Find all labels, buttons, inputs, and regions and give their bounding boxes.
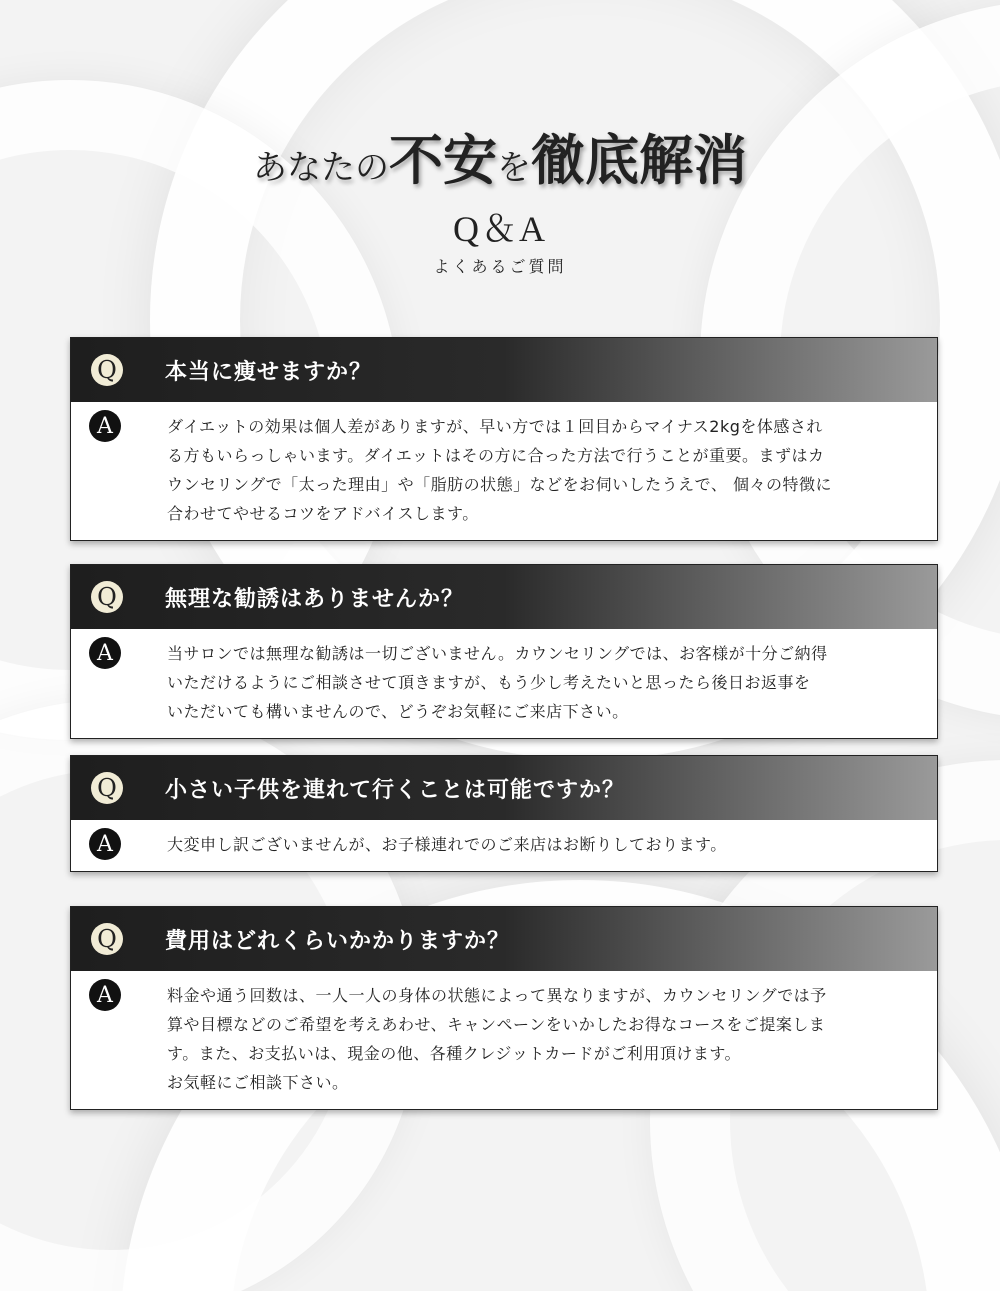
- title-part: あなたの: [253, 148, 389, 188]
- a-badge-icon: A: [89, 979, 121, 1011]
- q-badge-icon: Q: [91, 772, 123, 804]
- faq-item: [70, 564, 938, 739]
- page-subtitle: よくあるご質問: [433, 257, 567, 276]
- page-header: [0, 118, 1000, 277]
- faq-item: [70, 755, 938, 872]
- answer-body: [71, 402, 937, 540]
- a-badge-icon: A: [89, 637, 121, 669]
- question-bar: [71, 565, 937, 629]
- answer-text: 大変申し訳ございませんが、お子様連れでのご来店はお断りしております。: [167, 835, 727, 854]
- a-badge-icon: A: [89, 828, 121, 860]
- answer-text: 料金や通う回数は、一人一人の身体の状態によって異なりますが、カウンセリングでは予 算や目標などのご希望を考えあわせ、キャンペーンをいかしたお得なコースをご提案しま す。また、お支払いは、現金の他、各種クレジットカードがご利用頂けます。 お気軽にご相談下さい。: [167, 986, 827, 1092]
- a-badge-icon: A: [89, 410, 121, 442]
- qa-heading: Q＆A: [453, 209, 547, 249]
- q-badge-icon: Q: [91, 354, 123, 386]
- title-part: を: [497, 148, 531, 188]
- q-badge-icon: Q: [91, 923, 123, 955]
- question-bar: [71, 756, 937, 820]
- question-text: 費用はどれくらいかかりますか？: [165, 927, 511, 954]
- question-bar: [71, 338, 937, 402]
- page-title: [0, 118, 1000, 195]
- question-text: 本当に痩せますか？: [165, 358, 373, 385]
- q-badge-icon: Q: [91, 581, 123, 613]
- answer-body: [71, 820, 937, 871]
- question-bar: [71, 907, 937, 971]
- faq-item: [70, 906, 938, 1110]
- title-part: 徹底解消: [531, 128, 747, 192]
- title-part: 不安: [389, 128, 497, 192]
- answer-body: [71, 629, 937, 738]
- answer-text: ダイエットの効果は個人差がありますが、早い方では１回目からマイナス2kgを体感され る方もいらっしゃいます。ダイエットはその方に合った方法で行うことが重要。まずはカ ウンセリングで「太った理由」や「脂肪の状態」などをお伺いしたうえで、 個々の特徴に 合わせてやせるコツをアドバイスします。: [167, 417, 832, 523]
- question-text: 小さい子供を連れて行くことは可能ですか？: [165, 776, 626, 803]
- answer-text: 当サロンでは無理な勧誘は一切ございません。カウンセリングでは、お客様が十分ご納得 いただけるようにご相談させて頂きますが、もう少し考えたいと思ったら後日お返事を いただいても構いませんので、どうぞお気軽にご来店下さい。: [167, 644, 828, 721]
- question-text: 無理な勧誘はありませんか？: [165, 585, 465, 612]
- faq-item: [70, 337, 938, 541]
- answer-body: [71, 971, 937, 1109]
